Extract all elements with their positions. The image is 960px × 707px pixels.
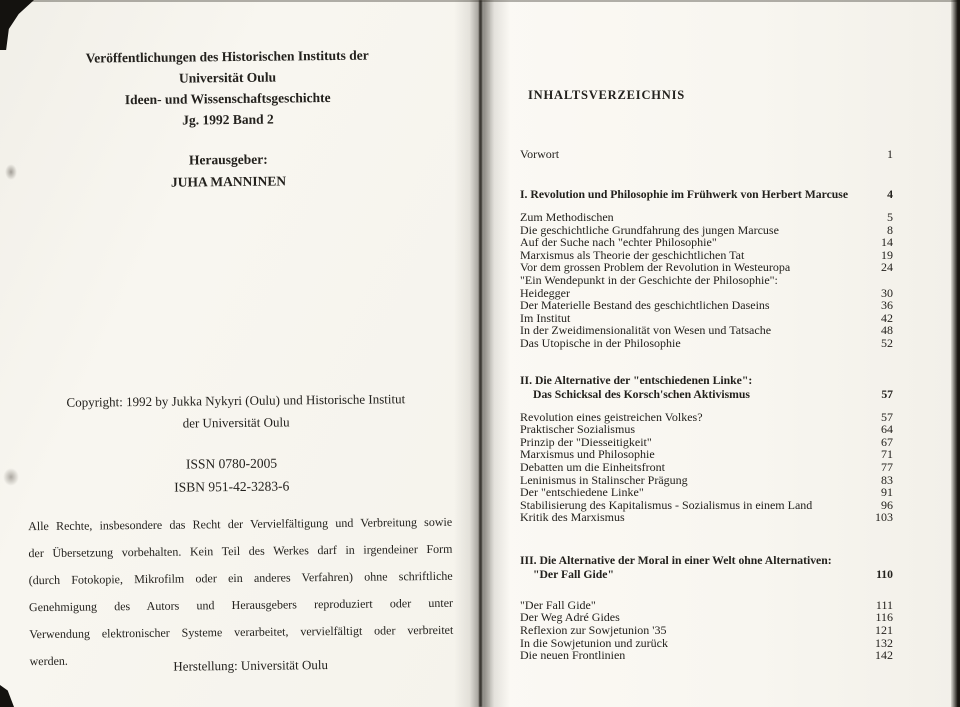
toc-entry-line xyxy=(520,274,893,287)
toc-entry-text: Leninismus in Stalinscher Prägung xyxy=(520,472,688,487)
toc-entry-line xyxy=(520,236,893,249)
rights-line: (durch Fotokopie, Mikrofilm oder ein anderes Verfahren) ohne schriftliche xyxy=(28,568,453,588)
toc-preface-row xyxy=(520,148,893,161)
toc-sections xyxy=(520,188,893,662)
editor-label: Herausgeber: xyxy=(188,151,268,168)
toc-entry xyxy=(520,236,893,249)
toc-entry-text: Marxismus und Philosophie xyxy=(520,447,655,462)
toc-entry-list xyxy=(520,411,893,524)
toc-entry xyxy=(520,423,893,436)
toc-entry xyxy=(520,274,893,299)
toc-page-number: 83 xyxy=(881,472,893,487)
toc-entry-text: Der Weg Adré Gides xyxy=(520,610,620,625)
series-line: Universität Oulu xyxy=(178,69,277,86)
toc-entry-text: "Der Fall Gide" xyxy=(520,597,596,612)
toc-entry xyxy=(520,299,893,312)
toc-entry-line xyxy=(520,337,893,350)
toc-heading-text: III. Die Alternative der Moral in einer Welt ohne Alternativen: xyxy=(520,553,832,567)
toc-page-number: 111 xyxy=(875,597,893,612)
toc-section-heading xyxy=(520,554,893,582)
toc-entry-text: Der "entschiedene Linke" xyxy=(520,485,644,500)
toc-entry-text: Die geschichtliche Grundfahrung des jungen Marcuse xyxy=(520,222,779,237)
rights-line: Alle Rechte, insbesondere das Recht der Vervielfältigung und Verbreitung sowie xyxy=(28,514,453,534)
toc-page-number: 57 xyxy=(881,387,893,401)
toc-entry-text: Debatten um die Einheitsfront xyxy=(520,459,665,474)
toc-heading-text: "Der Fall Gide" xyxy=(533,567,614,581)
toc-page-number: 116 xyxy=(875,610,893,625)
toc-heading-line xyxy=(520,388,893,402)
toc-entry-text: In der Zweidimensionalität von Wesen und Tatsache xyxy=(520,323,772,338)
toc-entry-line xyxy=(520,299,893,312)
isbn-line: ISBN 951-42-3283-6 xyxy=(174,478,290,495)
series-block xyxy=(52,44,403,132)
toc-section xyxy=(520,374,893,524)
rights-line: Genehmigung des Autors und Herausgebers reproduziert oder unter xyxy=(28,595,454,615)
toc-entry-line xyxy=(520,423,893,436)
series-line: Veröffentlichungen des Historischen Instituts der xyxy=(85,47,369,66)
toc-page-number: 121 xyxy=(875,623,893,638)
toc-section xyxy=(520,554,893,662)
series-line: Jg. 1992 Band 2 xyxy=(182,111,274,128)
toc-page-number: 71 xyxy=(881,447,893,462)
toc-entry-text: Revolution eines geistreichen Volkes? xyxy=(520,409,703,424)
toc-page-number: 30 xyxy=(881,285,893,300)
toc-page-number: 24 xyxy=(881,260,893,275)
toc-entry-text: Auf der Suche nach "echter Philosophie" xyxy=(520,235,717,250)
toc-section-heading xyxy=(520,188,893,202)
toc-entry-text: Prinzip der "Diesseitigkeit" xyxy=(520,434,652,449)
toc-entry-text: Im Institut xyxy=(520,310,571,325)
toc-page-number: 110 xyxy=(876,567,893,581)
toc-entry-list xyxy=(520,211,893,350)
scan-edge-top xyxy=(0,0,960,2)
toc-page-number: 8 xyxy=(887,222,893,237)
toc-entry-line xyxy=(520,211,893,224)
toc-page-number: 14 xyxy=(881,235,893,250)
toc-entry-line xyxy=(520,649,893,662)
toc-page-number: 5 xyxy=(887,210,893,224)
toc-entry-text: Das Utopische in der Philosophie xyxy=(520,335,681,350)
toc-entry xyxy=(520,624,893,637)
toc-page-number: 57 xyxy=(881,409,893,424)
toc-page-number: 91 xyxy=(881,485,893,500)
toc-entry-text: Stabilisierung des Kapitalismus - Sozialismus in einem Land xyxy=(520,497,813,512)
toc-page-number: 19 xyxy=(881,247,893,262)
toc-entry-line xyxy=(520,624,893,637)
right-page xyxy=(490,0,960,707)
toc-entry-text: Die neuen Frontlinien xyxy=(520,648,626,663)
toc-entry xyxy=(520,486,893,499)
issn-isbn-block xyxy=(56,450,406,500)
toc-heading-line xyxy=(520,188,893,202)
toc-entry-text: Marxismus als Theorie der geschichtlichen Tat xyxy=(520,247,745,262)
toc-page-number: 42 xyxy=(881,310,893,325)
toc-entry-line xyxy=(520,511,893,524)
issn-line: ISSN 0780-2005 xyxy=(185,455,278,472)
toc-entry-text: Praktischer Sozialismus xyxy=(520,422,635,437)
toc-heading-line xyxy=(520,568,893,582)
toc-entry-text: In die Sowjetunion und zurück xyxy=(520,635,668,650)
toc-section-heading xyxy=(520,374,893,402)
editor-block xyxy=(53,147,403,195)
production-line: Herstellung: Universität Oulu xyxy=(173,657,328,674)
toc-section xyxy=(520,188,893,350)
toc-entry-line xyxy=(520,486,893,499)
toc-entry-line xyxy=(520,461,893,474)
copyright-line: der Universität Oulu xyxy=(182,414,290,431)
toc-page-number: 52 xyxy=(881,335,893,350)
toc-heading-text: I. Revolution und Philosophie im Frühwerk von Herbert Marcuse xyxy=(520,188,849,201)
toc-heading-text: Das Schicksal des Korsch'schen Aktivismus xyxy=(533,387,750,401)
toc-entry xyxy=(520,211,893,224)
toc-entry xyxy=(520,649,893,662)
left-page-content xyxy=(0,0,474,707)
toc-entry-text: Heidegger xyxy=(520,285,570,300)
toc-entry-text: Zum Methodischen xyxy=(520,210,614,224)
toc-entry xyxy=(520,337,893,350)
toc-page-number: 96 xyxy=(881,497,893,512)
rights-line: der Übersetzung vorbehalten. Kein Teil des Werkes darf in irgendeiner Form xyxy=(28,541,453,561)
toc-page-number: 77 xyxy=(881,459,893,474)
toc-page-number: 67 xyxy=(881,434,893,449)
toc-entry xyxy=(520,461,893,474)
page-edge-line xyxy=(479,0,482,707)
rights-line: Verwendung elektronischer Systeme verarbeitet, vervielfältigt oder verbreitet xyxy=(29,622,454,642)
toc-title: INHALTSVERZEICHNIS xyxy=(528,88,686,102)
toc-heading-line xyxy=(520,374,893,388)
toc-entry-text: "Ein Wendepunkt in der Geschichte der Philosophie": xyxy=(520,272,778,287)
toc-entry-text: Vor dem grossen Problem der Revolution in Westeuropa xyxy=(520,260,791,275)
toc-entry-text: Vorwort xyxy=(520,147,560,161)
editor-name: JUHA MANNINEN xyxy=(170,173,287,190)
toc-heading-line xyxy=(520,554,893,568)
toc-page-number: 132 xyxy=(875,635,893,650)
toc-page-number: 36 xyxy=(881,298,893,313)
toc-page-number: 4 xyxy=(887,188,893,201)
copyright-line: Copyright: 1992 by Jukka Nykyri (Oulu) und Historische Institut xyxy=(66,391,406,410)
toc-heading-text: II. Die Alternative der "entschiedenen Linke": xyxy=(520,373,753,387)
rights-line: werden. xyxy=(29,653,68,669)
toc-entry-text: Der Materielle Bestand des geschichtlichen Daseins xyxy=(520,298,770,313)
toc-page-number: 142 xyxy=(875,648,893,663)
toc-entry-list xyxy=(520,599,893,662)
toc-page-number: 103 xyxy=(875,510,893,525)
copyright-block xyxy=(16,388,456,437)
toc-entry-text: Reflexion zur Sowjetunion '35 xyxy=(520,623,667,638)
toc-page-number: 64 xyxy=(881,422,893,437)
series-line: Ideen- und Wissenschaftsgeschichte xyxy=(124,89,331,108)
toc-entry-text: Kritik des Marxismus xyxy=(520,510,625,525)
toc-page-number: 1 xyxy=(887,147,893,161)
toc-entry xyxy=(520,511,893,524)
rights-paragraph xyxy=(28,509,454,675)
toc-page-number: 48 xyxy=(881,323,893,338)
left-page xyxy=(0,0,470,707)
scan-edge-right xyxy=(951,0,960,707)
